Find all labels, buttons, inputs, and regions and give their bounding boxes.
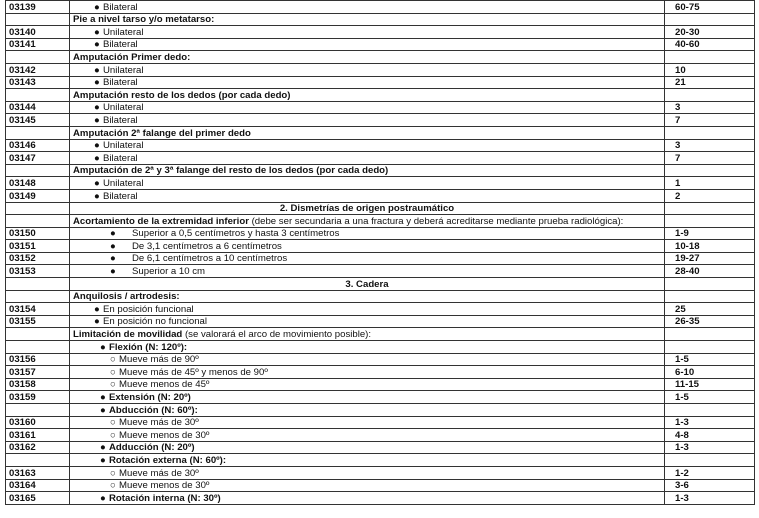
bullet-icon: ●	[110, 266, 116, 278]
bullet-icon: ●	[110, 253, 116, 265]
row-points	[665, 164, 755, 177]
table-row	[6, 328, 755, 341]
row-points: 25	[665, 303, 755, 316]
row-text: Amputación resto de los dedos (por cada dedo)	[73, 89, 291, 101]
row-code	[6, 89, 70, 102]
row-points: 20-30	[665, 26, 755, 39]
row-description	[70, 328, 665, 341]
row-code: 03153	[6, 265, 70, 278]
row-note: (debe ser secundaria a una fractura y deberá acreditarse mediante prueba radiológica):	[248, 215, 624, 227]
bullet-icon: ●	[94, 102, 100, 114]
row-code: 03150	[6, 227, 70, 240]
row-description	[70, 441, 665, 454]
table-row	[6, 227, 755, 240]
row-points	[665, 341, 755, 354]
row-code: 03163	[6, 466, 70, 479]
row-code: 03159	[6, 391, 70, 404]
row-code: 03161	[6, 429, 70, 442]
table-row	[6, 76, 755, 89]
row-text: En posición funcional	[103, 303, 194, 315]
row-points: 3-6	[665, 479, 755, 492]
row-description	[70, 227, 665, 240]
row-code: 03140	[6, 26, 70, 39]
bullet-icon: ●	[100, 341, 106, 353]
row-points	[665, 328, 755, 341]
bullet-icon: ●	[100, 454, 106, 466]
row-text: Unilateral	[103, 102, 144, 114]
row-text: Mueve menos de 30º	[119, 429, 210, 441]
table-row	[6, 51, 755, 64]
row-code	[6, 404, 70, 417]
row-code: 03152	[6, 252, 70, 265]
row-text: Superior a 0,5 centímetros y hasta 3 centímetros	[132, 228, 340, 240]
bullet-icon: ●	[94, 152, 100, 164]
row-code	[6, 51, 70, 64]
table-row	[6, 353, 755, 366]
row-description	[70, 479, 665, 492]
bullet-icon: ○	[110, 354, 116, 366]
row-text: Bilateral	[103, 77, 138, 89]
row-description	[70, 152, 665, 165]
bullet-icon: ●	[94, 77, 100, 89]
table-row	[6, 492, 755, 505]
table-row	[6, 265, 755, 278]
bullet-icon: ●	[94, 114, 100, 126]
row-description	[70, 139, 665, 152]
row-code: 03164	[6, 479, 70, 492]
table-row	[6, 189, 755, 202]
row-code: 03146	[6, 139, 70, 152]
bullet-icon: ●	[100, 492, 106, 504]
table-row	[6, 252, 755, 265]
disability-rating-table	[5, 0, 755, 505]
row-description	[70, 454, 665, 467]
row-points	[665, 89, 755, 102]
table-row	[6, 202, 755, 215]
row-description	[70, 51, 665, 64]
row-text: Superior a 10 cm	[132, 266, 206, 278]
row-points: 10	[665, 63, 755, 76]
row-code	[6, 278, 70, 291]
row-text: Rotación interna (N: 30º)	[109, 492, 221, 504]
row-points: 40-60	[665, 38, 755, 51]
row-description	[70, 114, 665, 127]
row-text: Flexión (N: 120º):	[109, 341, 188, 353]
table-row	[6, 114, 755, 127]
row-text: En posición no funcional	[103, 316, 208, 328]
row-description	[70, 202, 665, 215]
bullet-icon: ●	[94, 140, 100, 152]
row-code: 03141	[6, 38, 70, 51]
row-code: 03147	[6, 152, 70, 165]
table-row	[6, 139, 755, 152]
row-points	[665, 13, 755, 26]
row-points: 6-10	[665, 366, 755, 379]
row-code	[6, 13, 70, 26]
table-row	[6, 1, 755, 14]
row-code: 03156	[6, 353, 70, 366]
row-description	[70, 177, 665, 190]
row-code	[6, 290, 70, 303]
table-row	[6, 13, 755, 26]
row-description	[70, 341, 665, 354]
row-text: Bilateral	[103, 190, 138, 202]
row-text: Mueve más de 30º	[119, 417, 199, 429]
row-points: 1-2	[665, 466, 755, 479]
row-text: Mueve menos de 30º	[119, 480, 210, 492]
table-row	[6, 378, 755, 391]
row-code	[6, 164, 70, 177]
row-code: 03157	[6, 366, 70, 379]
row-text: Unilateral	[103, 26, 144, 38]
row-description	[70, 315, 665, 328]
row-code: 03162	[6, 441, 70, 454]
row-text: 2. Dismetrías de origen postraumático	[279, 203, 455, 215]
row-description	[70, 1, 665, 14]
table-row	[6, 341, 755, 354]
row-code: 03160	[6, 416, 70, 429]
bullet-icon: ●	[94, 177, 100, 189]
row-points	[665, 404, 755, 417]
row-description	[70, 89, 665, 102]
row-code	[6, 202, 70, 215]
bullet-icon: ●	[94, 64, 100, 76]
table-row	[6, 429, 755, 442]
row-description	[70, 290, 665, 303]
row-description	[70, 252, 665, 265]
row-code: 03148	[6, 177, 70, 190]
row-code: 03143	[6, 76, 70, 89]
row-description	[70, 378, 665, 391]
table-row	[6, 101, 755, 114]
bullet-icon: ●	[100, 404, 106, 416]
row-text: Mueve más de 45º y menos de 90º	[119, 366, 268, 378]
row-text: Unilateral	[103, 177, 144, 189]
row-description	[70, 404, 665, 417]
bullet-icon: ●	[94, 303, 100, 315]
row-code	[6, 328, 70, 341]
row-text: Bilateral	[103, 114, 138, 126]
bullet-icon: ○	[110, 379, 116, 391]
row-description	[70, 63, 665, 76]
row-points: 1-3	[665, 441, 755, 454]
row-points: 10-18	[665, 240, 755, 253]
row-text: 3. Cadera	[345, 278, 389, 290]
table-row	[6, 479, 755, 492]
bullet-icon: ●	[94, 190, 100, 202]
table-row	[6, 164, 755, 177]
row-note: (se valorará el arco de movimiento posible):	[182, 329, 372, 341]
table-row	[6, 303, 755, 316]
table-row	[6, 454, 755, 467]
row-text: De 3,1 centímetros a 6 centímetros	[132, 240, 282, 252]
bullet-icon: ●	[110, 228, 116, 240]
table-row	[6, 152, 755, 165]
row-code: 03144	[6, 101, 70, 114]
row-description	[70, 164, 665, 177]
row-code	[6, 126, 70, 139]
row-points: 11-15	[665, 378, 755, 391]
row-text: Mueve más de 90º	[119, 354, 199, 366]
row-points: 7	[665, 152, 755, 165]
table-row	[6, 278, 755, 291]
row-description	[70, 429, 665, 442]
bullet-icon: ○	[110, 480, 116, 492]
row-text: Amputación de 2ª y 3ª falange del resto de los dedos (por cada dedo)	[73, 165, 389, 177]
table-row	[6, 240, 755, 253]
table-row	[6, 89, 755, 102]
row-description	[70, 416, 665, 429]
row-text: Pie a nivel tarso y/o metatarso:	[73, 14, 215, 26]
row-description	[70, 278, 665, 291]
table-row	[6, 441, 755, 454]
table-row	[6, 215, 755, 228]
row-text: Limitación de movilidad	[73, 329, 183, 341]
row-code: 03145	[6, 114, 70, 127]
row-description	[70, 215, 665, 228]
table-row	[6, 391, 755, 404]
table-row	[6, 126, 755, 139]
table-row	[6, 177, 755, 190]
row-description	[70, 353, 665, 366]
table-row	[6, 26, 755, 39]
table-row	[6, 404, 755, 417]
row-description	[70, 391, 665, 404]
row-points: 21	[665, 76, 755, 89]
row-text: Bilateral	[103, 39, 138, 51]
row-text: Unilateral	[103, 140, 144, 152]
row-description	[70, 303, 665, 316]
row-description	[70, 240, 665, 253]
row-points: 1-3	[665, 416, 755, 429]
row-points	[665, 51, 755, 64]
row-description	[70, 366, 665, 379]
row-points: 26-35	[665, 315, 755, 328]
row-code: 03154	[6, 303, 70, 316]
row-code: 03149	[6, 189, 70, 202]
row-code: 03165	[6, 492, 70, 505]
table-row	[6, 466, 755, 479]
row-points	[665, 126, 755, 139]
row-text: Acortamiento de la extremidad inferior	[73, 215, 249, 227]
row-points: 4-8	[665, 429, 755, 442]
row-text: Mueve menos de 45º	[119, 379, 210, 391]
row-code	[6, 454, 70, 467]
table-row	[6, 38, 755, 51]
table-row	[6, 63, 755, 76]
bullet-icon: ●	[100, 392, 106, 403]
row-description	[70, 265, 665, 278]
row-points: 3	[665, 139, 755, 152]
row-points: 19-27	[665, 252, 755, 265]
bullet-icon: ●	[94, 39, 100, 51]
bullet-icon: ●	[100, 442, 106, 454]
bullet-icon: ●	[94, 26, 100, 38]
row-code: 03151	[6, 240, 70, 253]
row-text: Anquilosis / artrodesis:	[73, 291, 180, 303]
bullet-icon: ●	[94, 1, 100, 13]
row-points	[665, 215, 755, 228]
table-row	[6, 315, 755, 328]
row-text: Amputación 2ª falange del primer dedo	[73, 127, 251, 139]
row-code	[6, 341, 70, 354]
row-points: 1-3	[665, 492, 755, 505]
row-points	[665, 202, 755, 215]
row-text: Bilateral	[103, 1, 138, 13]
row-description	[70, 13, 665, 26]
row-points	[665, 454, 755, 467]
row-text: Extensión (N: 20º)	[109, 392, 191, 403]
row-code: 03155	[6, 315, 70, 328]
row-points: 1-9	[665, 227, 755, 240]
row-code: 03142	[6, 63, 70, 76]
row-points: 3	[665, 101, 755, 114]
bullet-icon: ●	[94, 316, 100, 328]
row-description	[70, 38, 665, 51]
row-points: 1	[665, 177, 755, 190]
row-description	[70, 76, 665, 89]
bullet-icon: ●	[110, 240, 116, 252]
bullet-icon: ○	[110, 467, 116, 479]
row-points: 1-5	[665, 353, 755, 366]
bullet-icon: ○	[110, 417, 116, 429]
bullet-icon: ○	[110, 366, 116, 378]
bullet-icon: ○	[110, 429, 116, 441]
row-text: Abducción (N: 60º):	[109, 404, 198, 416]
row-points: 7	[665, 114, 755, 127]
row-text: Rotación externa (N: 60º):	[109, 454, 227, 466]
row-points: 60-75	[665, 1, 755, 14]
table-body	[6, 1, 755, 505]
row-code: 03158	[6, 378, 70, 391]
table-row	[6, 290, 755, 303]
row-text: De 6,1 centímetros a 10 centímetros	[132, 253, 288, 265]
row-description	[70, 492, 665, 505]
row-text: Mueve más de 30º	[119, 467, 199, 479]
row-description	[70, 189, 665, 202]
row-points: 1-5	[665, 391, 755, 404]
row-text: Amputación Primer dedo:	[73, 51, 191, 63]
row-code: 03139	[6, 1, 70, 14]
table-row	[6, 366, 755, 379]
row-description	[70, 126, 665, 139]
row-description	[70, 466, 665, 479]
row-points: 2	[665, 189, 755, 202]
row-points: 28-40	[665, 265, 755, 278]
row-text: Bilateral	[103, 152, 138, 164]
row-code	[6, 215, 70, 228]
row-points	[665, 278, 755, 291]
row-text: Adducción (N: 20º)	[109, 442, 195, 454]
row-points	[665, 290, 755, 303]
row-text: Unilateral	[103, 64, 144, 76]
table-row	[6, 416, 755, 429]
row-description	[70, 26, 665, 39]
row-description	[70, 101, 665, 114]
